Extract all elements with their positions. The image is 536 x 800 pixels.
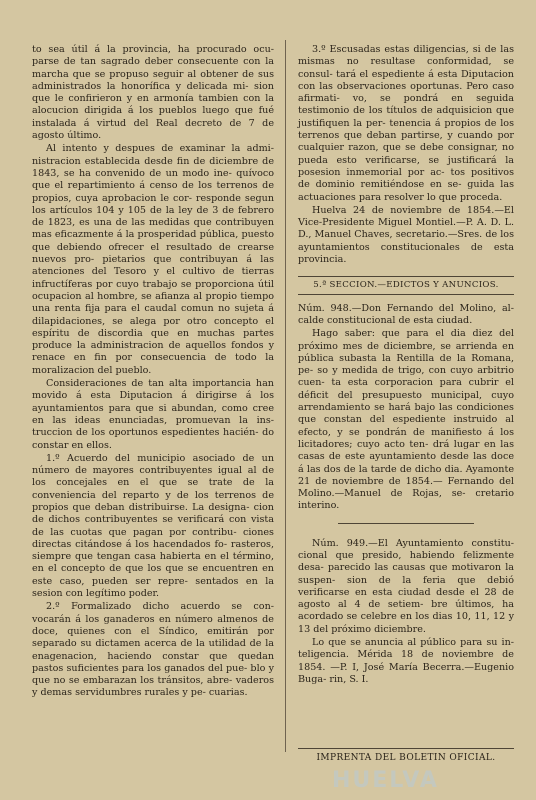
watermark-logo: HUELVA [332, 768, 439, 793]
imprint-footer: IMPRENTA DEL BOLETIN OFICIAL. [298, 748, 514, 763]
paragraph: Lo que se anuncia al público para su in- teligencia. Mérida 18 de noviembre de 1854. —P. I, José María Becerra.—Eugenio Buga- rin, S. I. [298, 637, 514, 685]
edict-949 [298, 538, 514, 687]
paragraph: Núm. 948.—Don Fernando del Molino, al- calde constitucional de esta ciudad. [298, 302, 514, 326]
edict-separator [338, 523, 474, 524]
edict-948 [298, 303, 514, 513]
paragraph: Al intento y despues de examinar la admi- nistracion establecida desde fin de diciembre de 1843, se ha convenido de un modo ine- quívoco que el repartimiento á censo de los terrenos de propios, cuya aprobacion le cor- responde segun los artículos 104 y 105 de la ley de 3 de febrero de 1823, es una de las medidas que contribuyen mas eficazmente á la prosperidad pública, puesto que debiendo ofrecer el resultado de crearse nuevos pro- pietarios que contribuyan á las atenciones del Tesoro y el cultivo de tierras infructíferas por cuyo trabajo se proporciona útil ocupacion al hombre, se afianza al propio tiempo una renta fija para el caudal comun no sujeta á dilapidaciones, se alega por otro concepto el espíritu de discordia que en muchas partes produce la administracion de aquellos fondos y renace en fin por consecuencia de todo la moralizacion del pueblo. [32, 143, 274, 376]
paragraph: 1.º Acuerdo del municipio asociado de un número de mayores contribuyentes igual al de los concejales en el que se trate de la conveniencia del reparto y de los terrenos de propios que deban distribuirse. La designa- cion de dichos contribuyentes se verificará con vista de las cuotas que pagan por contribu- ciones directas citándose á los hacendados fo- rasteros, siempre que tengan casa habierta en el término, en el concepto de que los que se encuentren en este caso, pueden ser repre- sentados en la sesion con legítimo poder. [32, 452, 274, 600]
right-column [298, 44, 514, 687]
paragraph: Hago saber: que para el dia diez del próximo mes de diciembre, se arrienda en pública subasta la Rentilla de la Romana, pe- so y medida de trigo, con cuyo arbitrio cuen- ta esta corporacion para cubrir el déficit del presupuesto municipal, cuyo arrendamiento se hará bajo las condiciones que constan del espediente instruido al efecto, y se pondrán de manifiesto á los licitadores; cuyo acto ten- drá lugar en las casas de este ayuntamiento desde las doce á las dos de la tarde de dicho dia. Ayamonte 21 de noviembre de 1854.— Fernando del Molino.—Manuel de Rojas, se- cretario interino. [298, 328, 514, 512]
right-column-top [298, 44, 514, 266]
paragraph: Huelva 24 de noviembre de 1854.—El Vice-Presidente Miguel Montiel.—P. A. D. L. D., Manuel Chaves, secretario.—Sres. de los ayuntamientos constitucionales de esta provincia. [298, 204, 514, 266]
paragraph: to sea útil á la provincia, ha procurado ocu- parse de tan sagrado deber consecuente con la marcha que se propuso seguir al obtener de sus administrados la honorífica y delicada mi- sion que le confirieron y en armonía tambien con la alocucion dirigida á los pueblos luego que fué instalada á virtud del Real decreto de 7 de agosto último. [32, 44, 274, 142]
section-header: 5.ª SECCION.—EDICTOS Y ANUNCIOS. [298, 276, 514, 294]
paragraph: Consideraciones de tan alta importancia han movido á esta Diputacion á dirigirse á los ayuntamientos para que si abundan, como cree en las ideas enunciadas, promuevan la ins- truccion de los oportunos espedientes hacién- do constar en ellos. [32, 378, 274, 451]
left-column [32, 44, 274, 701]
column-divider [285, 40, 286, 752]
paragraph: 3.º Escusadas estas diligencias, si de las mismas no resultase conformidad, se consul- tará el espediente á esta Diputacion con las observaciones oportunas. Pero caso afirmati- vo, se pondrá en seguida testimonio de los títulos de adquisicion que justifiquen la per- tenencia á propios de los terrenos que deban partirse, y cuando por cualquier razon, que se debe consignar, no pueda esto verificarse, se justificará la posesion inmemorial por ac- tos positivos de dominio remitiéndose en se- guida las actuaciones para resolver lo que proceda. [298, 44, 514, 203]
paragraph: 2.º Formalizado dicho acuerdo se con- vocarán á los ganaderos en número almenos de doce, quienes con el Síndico, emitirán por separado su dictamen acerca de la utilidad de la enagenacion, haciendo constar que quedan pastos suficientes para los ganados del pue- blo y que no se embarazan los tránsitos, abre- vaderos y demas servidumbres rurales y pe- cuarias. [32, 601, 274, 699]
paragraph: Núm. 949.—El Ayuntamiento constitu- cional que presido, habiendo felizmente desa- parecido las causas que motivaron la suspen- sion de la feria que debió verificarse en esta ciudad desde el 28 de agosto al 4 de setiem- bre últimos, ha acordado se celebre en los dias 10, 11, 12 y 13 del próximo diciembre. [298, 537, 514, 635]
